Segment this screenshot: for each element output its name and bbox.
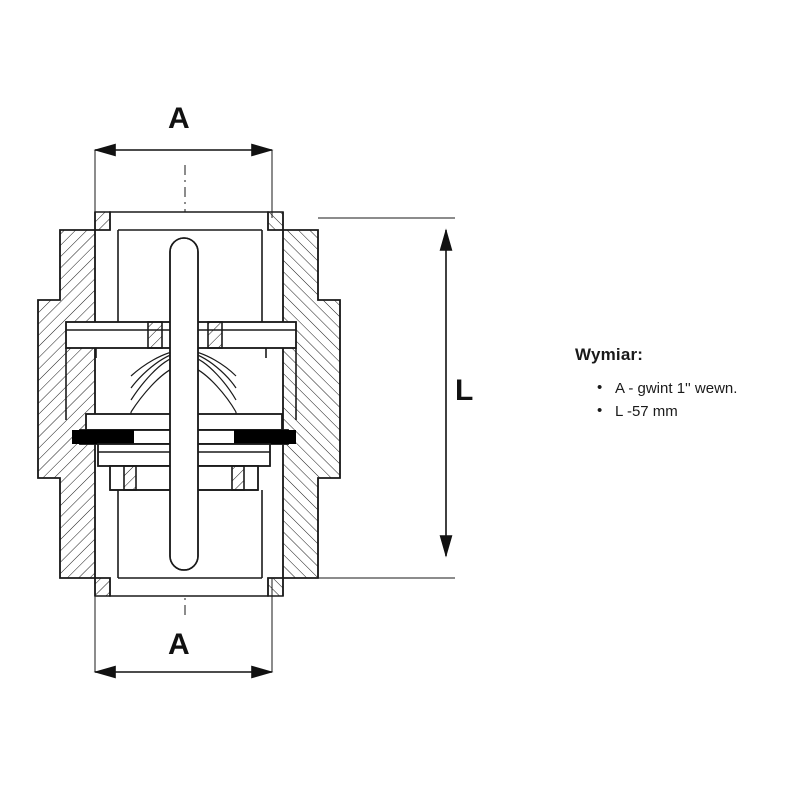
- list-item: • L -57 mm: [597, 400, 790, 423]
- valve-body-group: [38, 150, 455, 672]
- spec-list: [575, 377, 790, 424]
- valve-stem: [170, 238, 198, 570]
- list-item: • A - gwint 1'' wewn.: [597, 377, 790, 400]
- seal-right: [234, 430, 296, 444]
- dimension-label-a-top: A: [168, 102, 190, 135]
- specification-panel: [575, 345, 790, 424]
- dimension-label-l: L: [455, 374, 474, 407]
- seal-left: [72, 430, 134, 444]
- spec-title: Wymiar:: [575, 345, 644, 364]
- dimension-label-a-bottom: A: [168, 628, 190, 661]
